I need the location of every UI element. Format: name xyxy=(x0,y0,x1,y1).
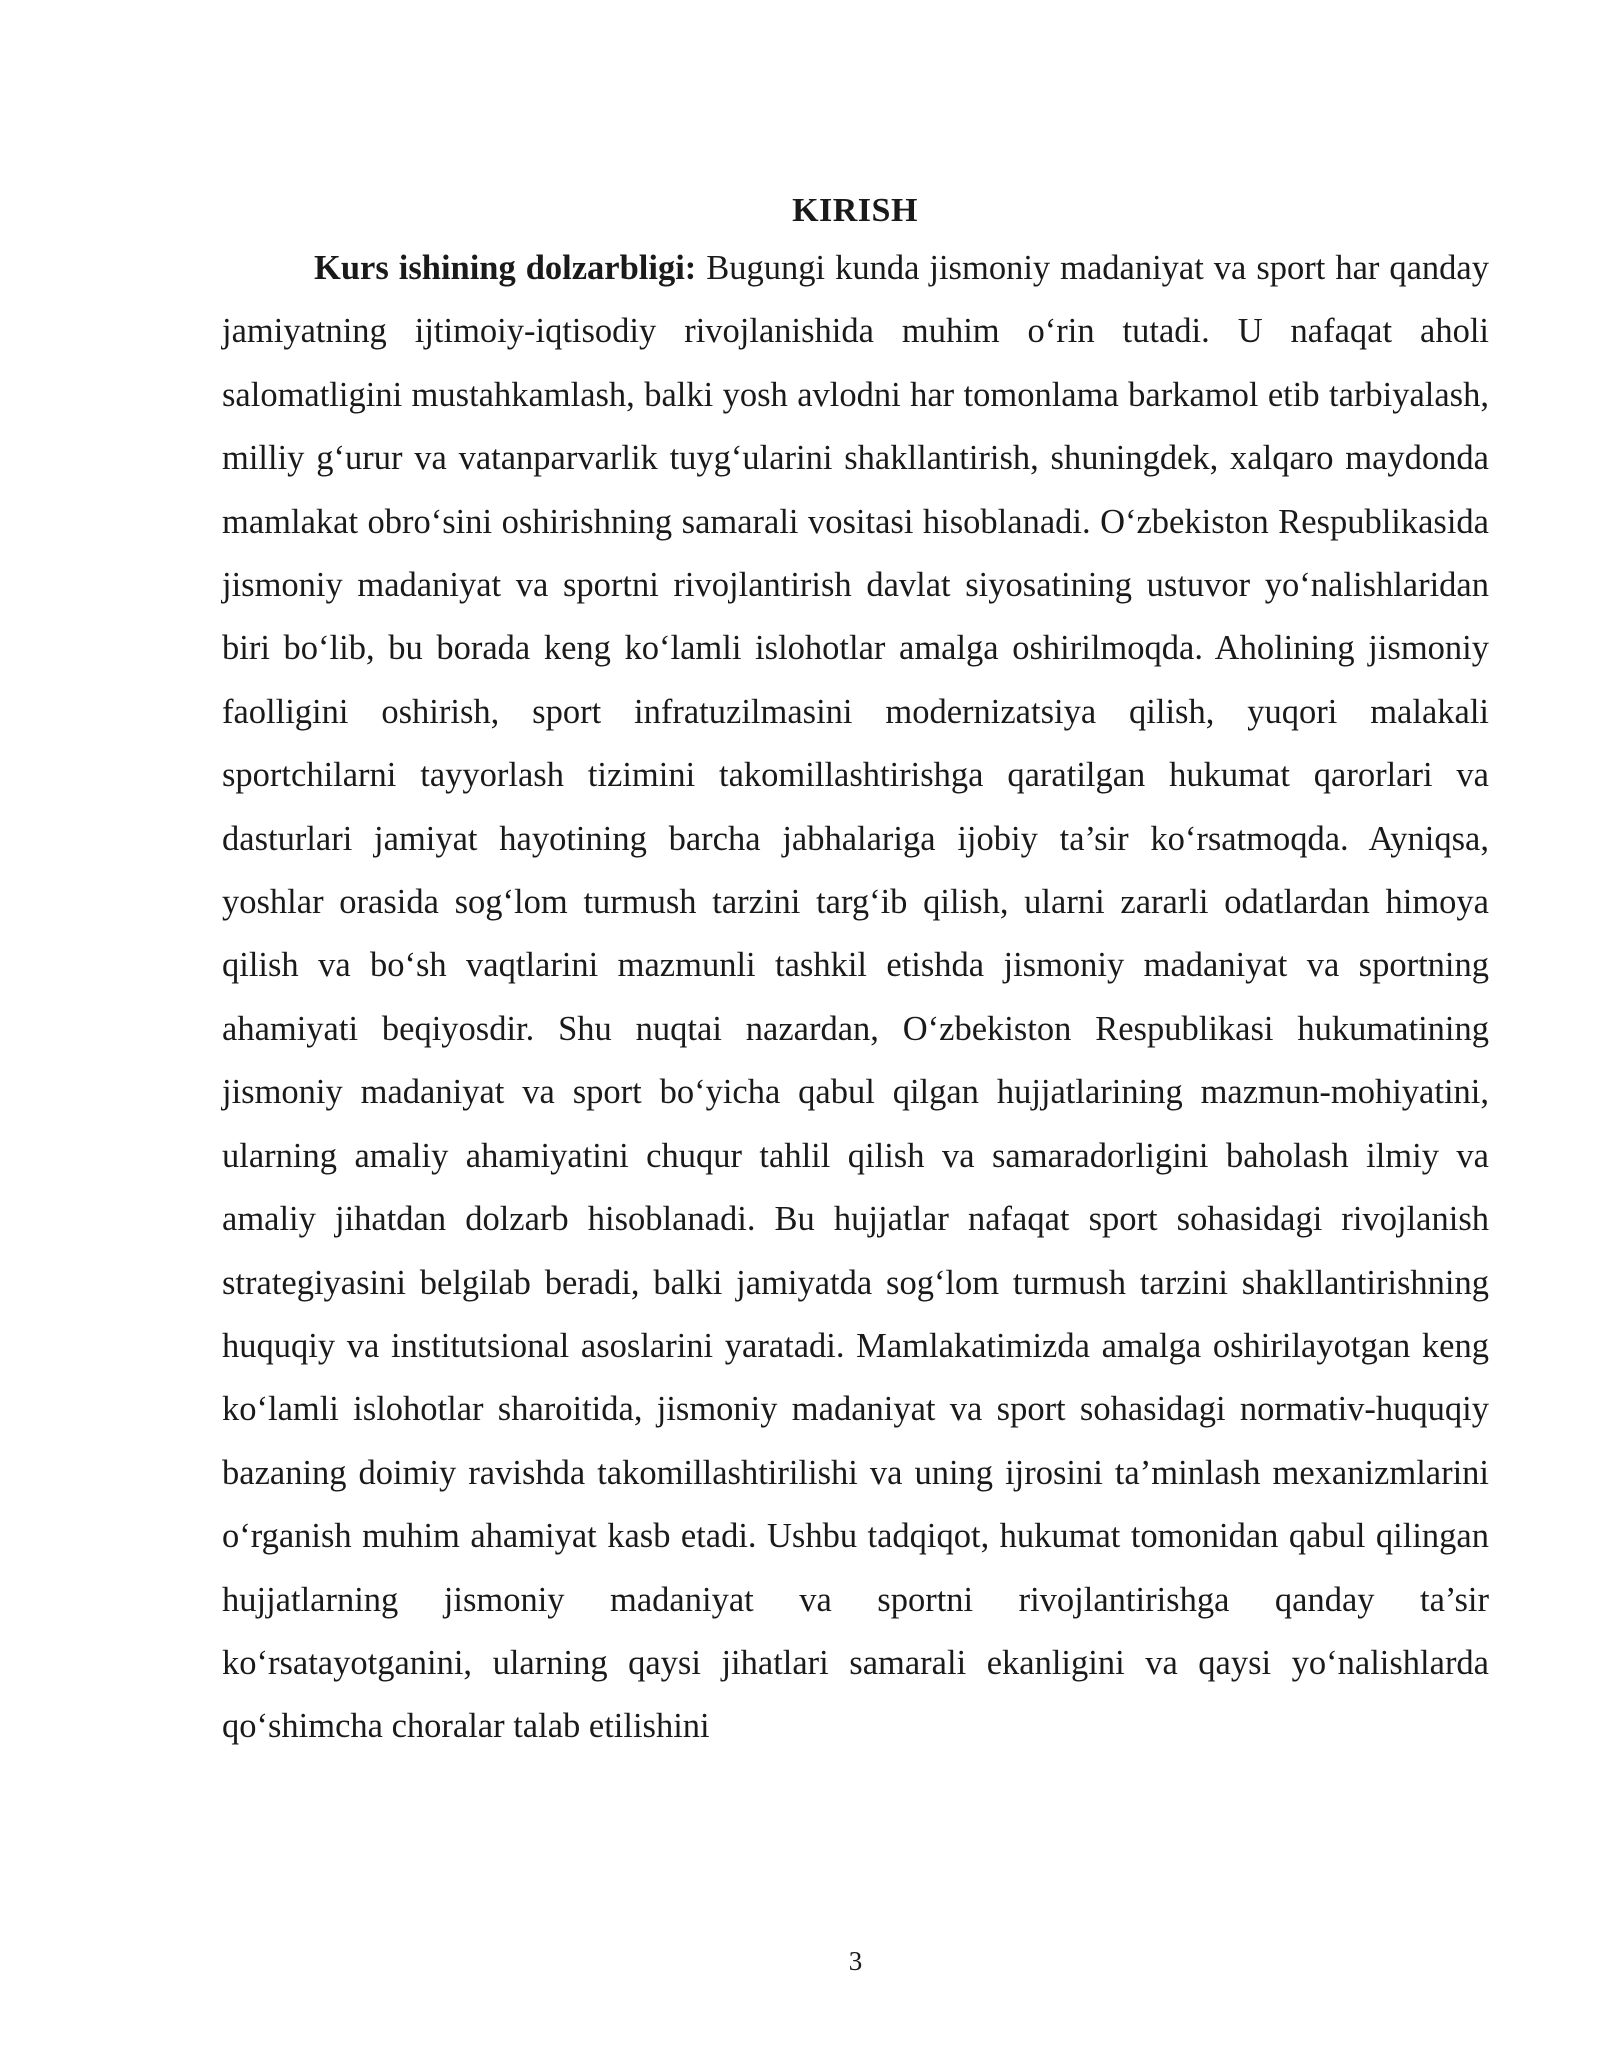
body-text xyxy=(222,237,1489,1759)
page-number: 3 xyxy=(848,1946,863,1976)
paragraph-lead: Kurs ishining dolzarbligi: xyxy=(314,249,697,287)
paragraph-text: Bugungi kunda jismoniy madaniyat va sport har qanday jamiyatning ijtimoiy-iqtisodiy rivojlanishida muhim o‘rin tutadi. U nafaqat aholi salomatligini mustahkamlash, balki yosh avlodni har tomonlama barkamol etib tarbiyalash, milliy g‘urur va vatanparvarlik tuyg‘ularini shakllantirish, shuningdek, xalqaro maydonda mamlakat obro‘sini oshirishning samarali vositasi hisoblanadi. O‘zbekiston Respublikasida jismoniy madaniyat va sportni rivojlantirish davlat siyosatining ustuvor yo‘nalishlaridan biri bo‘lib, bu borada keng ko‘lamli islohotlar amalga oshirilmoqda. Aholining jismoniy faolligini oshirish, sport infratuzilmasini modernizatsiya qilish, yuqori malakali sportchilarni tayyorlash tizimini takomillashtirishga qaratilgan hukumat qarorlari va dasturlari jamiyat hayotining barcha jabhalariga ijobiy ta’sir ko‘rsatmoqda. Ayniqsa, yoshlar orasida sog‘lom turmush tarzini targ‘ib qilish, ularni zararli odatlardan himoya qilish va bo‘sh vaqtlarini mazmunli tashkil etishda jismoniy madaniyat va sportning ahamiyati beqiyosdir. Shu nuqtai nazardan, O‘zbekiston Respublikasi hukumatining jismoniy madaniyat va sport bo‘yicha qabul qilgan hujjatlarining mazmun-mohiyatini, ularning amaliy ahamiyatini chuqur tahlil qilish va samaradorligini baholash ilmiy va amaliy jihatdan dolzarb hisoblanadi. Bu hujjatlar nafaqat sport sohasidagi rivojlanish strategiyasini belgilab beradi, balki jamiyatda sog‘lom turmush tarzini shakllantirishning huquqiy va institutsional asoslarini yaratadi. Mamlakatimizda amalga oshirilayotgan keng ko‘lamli islohotlar sharoitida, jismoniy madaniyat va sport sohasidagi normativ-huquqiy bazaning doimiy ravishda takomillashtirilishi va uning ijrosini ta’minlash mexanizmlarini o‘rganish muhim ahamiyat kasb etadi. Ushbu tadqiqot, hukumat tomonidan qabul qilingan hujjatlarning jismoniy madaniyat va sportni rivojlantirishga qanday ta’sir ko‘rsatayotganini, ularning qaysi jihatlari samarali ekanligini va qaysi yo‘nalishlarda qo‘shimcha choralar talab etilishini xyxy=(222,249,1489,1746)
heading-container xyxy=(0,188,1600,234)
section-heading: KIRISH xyxy=(792,192,918,229)
body-paragraph xyxy=(222,237,1489,1759)
